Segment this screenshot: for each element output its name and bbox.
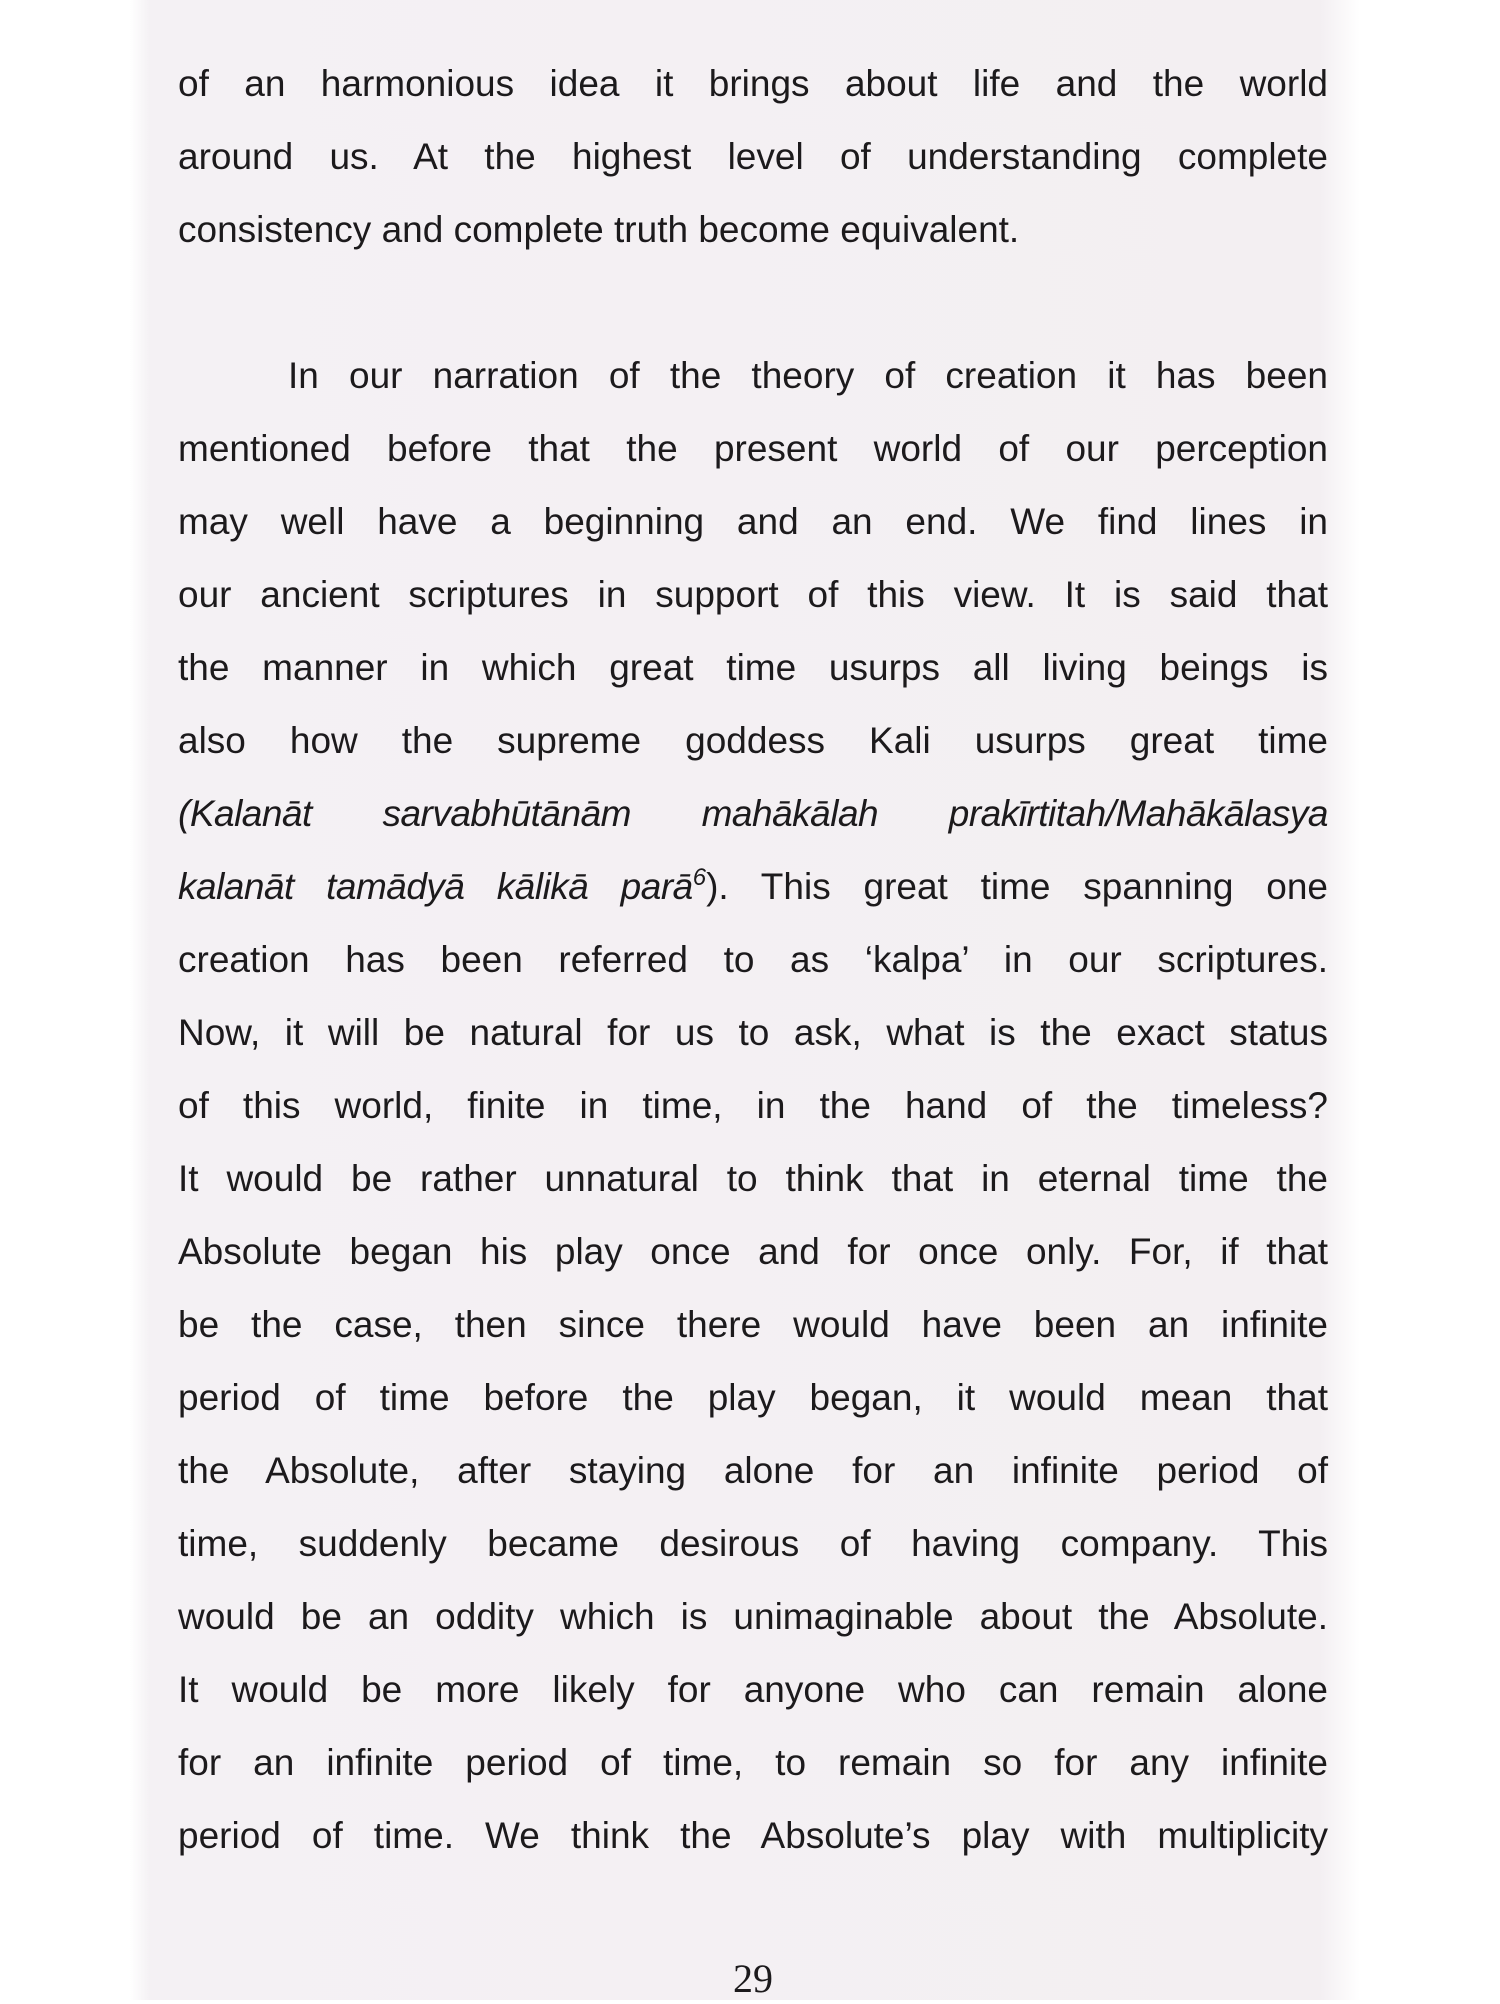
text-line: time, suddenly became desirous of having company. This (178, 1523, 1328, 1564)
text-line: for an infinite period of time, to remain so for any infinite (178, 1742, 1328, 1783)
text-span: ). This great time spanning one (706, 866, 1328, 907)
text-line: It would be more likely for anyone who can remain alone (178, 1669, 1328, 1710)
sanskrit-quote-line (178, 784, 1328, 844)
text-line: may well have a beginning and an end. We find lines in (178, 501, 1328, 542)
text-line: of this world, finite in time, in the hand of the timeless? (178, 1085, 1328, 1126)
text-line: around us. At the highest level of understanding complete (178, 136, 1328, 177)
text-line (178, 857, 1328, 917)
text-line: consistency and complete truth become equivalent. (178, 209, 1020, 250)
text-line: our ancient scriptures in support of this view. It is said that (178, 574, 1328, 615)
text-line: the manner in which great time usurps all living beings is (178, 647, 1328, 688)
text-line: of an harmonious idea it brings about life and the world (178, 63, 1328, 104)
sanskrit-quote: kalanāt tamādyā kālikā parā (178, 866, 693, 907)
page-number: 29 (733, 1956, 773, 2001)
text-line: mentioned before that the present world of our perception (178, 428, 1328, 469)
text-line: It would be rather unnatural to think that in eternal time the (178, 1158, 1328, 1199)
text-line: Absolute began his play once and for once only. For, if that (178, 1231, 1328, 1272)
footnote-reference: 6 (692, 864, 707, 891)
text-line: period of time before the play began, it would mean that (178, 1377, 1328, 1418)
text-line: be the case, then since there would have been an infinite (178, 1304, 1328, 1345)
text-line: creation has been referred to as ‘kalpa’ in our scriptures. (178, 939, 1328, 980)
text-line: period of time. We think the Absolute’s play with multiplicity (178, 1815, 1328, 1856)
text-line: the Absolute, after staying alone for an infinite period of (178, 1450, 1328, 1491)
text-line: would be an oddity which is unimaginable about the Absolute. (178, 1596, 1328, 1637)
text-line: Now, it will be natural for us to ask, what is the exact status (178, 1012, 1328, 1053)
sanskrit-quote: (Kalanāt sarvabhūtānām mahākālah prakīrtitah/Mahākālasya (178, 793, 1328, 834)
text-line: In our narration of the theory of creation it has been (288, 355, 1328, 396)
book-page (178, 24, 1328, 2001)
text-line: also how the supreme goddess Kali usurps great time (178, 720, 1328, 761)
